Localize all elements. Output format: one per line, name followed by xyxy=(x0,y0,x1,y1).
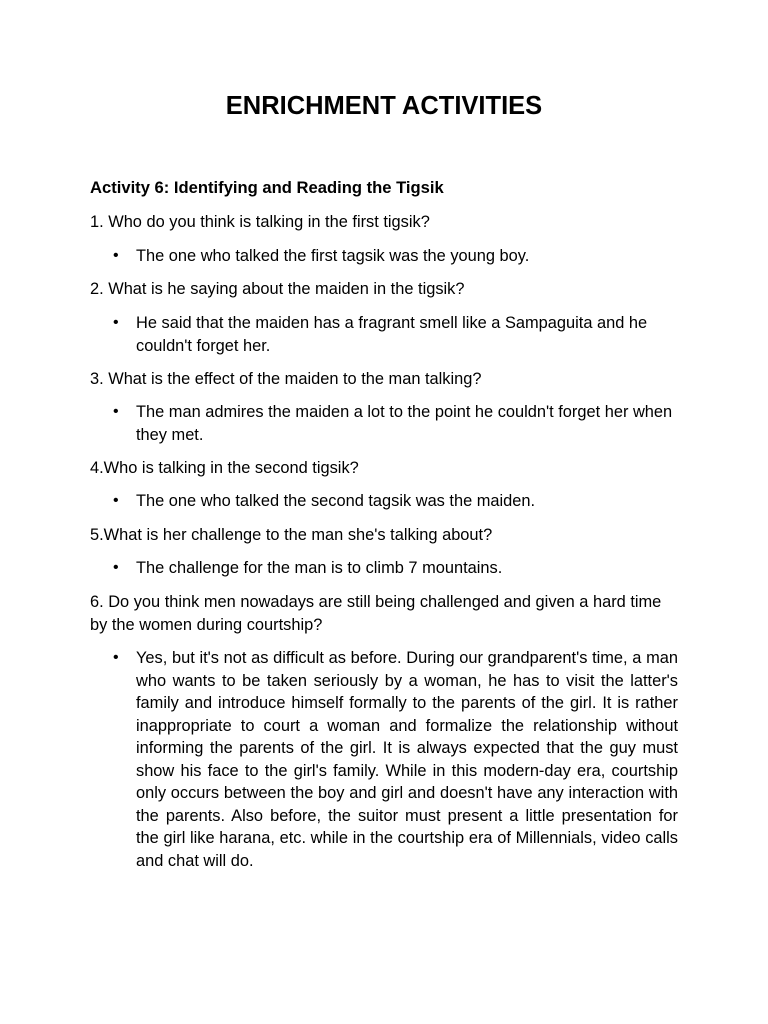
bullet-icon: • xyxy=(113,649,119,666)
bullet-icon: • xyxy=(113,492,119,509)
bullet-icon: • xyxy=(113,314,119,331)
activity-heading: Activity 6: Identifying and Reading the Tigsik xyxy=(90,178,444,197)
answer-3: The man admires the maiden a lot to the point he couldn't forget her when they met. xyxy=(136,403,673,444)
answer-4: The one who talked the second tagsik was the maiden. xyxy=(136,492,536,510)
question-1: 1. Who do you think is talking in the first tigsik? xyxy=(90,213,430,231)
question-5: 5.What is her challenge to the man she's talking about? xyxy=(90,526,493,544)
bullet-icon: • xyxy=(113,247,119,264)
question-2: 2. What is he saying about the maiden in the tigsik? xyxy=(90,280,465,298)
bullet-icon: • xyxy=(113,403,119,420)
answer-1: The one who talked the first tagsik was the young boy. xyxy=(136,247,530,265)
question-4: 4.Who is talking in the second tigsik? xyxy=(90,459,359,477)
page-title: ENRICHMENT ACTIVITIES xyxy=(225,92,543,120)
answer-2: He said that the maiden has a fragrant smell like a Sampaguita and he couldn't forget her. xyxy=(136,314,648,355)
answer-6: Yes, but it's not as difficult as before. During our grandparent's time, a man who wants to be taken seriously by a woman, he has to visit the latter's family and introduce himself formally to the parents of the girl. It is rather inappropriate to court a woman and formalize the relationship without informing the parents of the girl. It is always expected that the guy must show his face to the girl's family. While in this modern-day era, courtship only occurs between the boy and girl and doesn't have any interaction with the parents. Also before, the suitor must present a little presentation for the girl like harana, etc. while in the courtship era of Millennials, video calls and chat will do. xyxy=(136,649,678,870)
question-3: 3. What is the effect of the maiden to the man talking? xyxy=(90,370,482,388)
answer-5: The challenge for the man is to climb 7 mountains. xyxy=(136,559,503,577)
question-6: 6. Do you think men nowadays are still being challenged and given a hard time by the women during courtship? xyxy=(90,593,662,634)
bullet-icon: • xyxy=(113,559,119,576)
